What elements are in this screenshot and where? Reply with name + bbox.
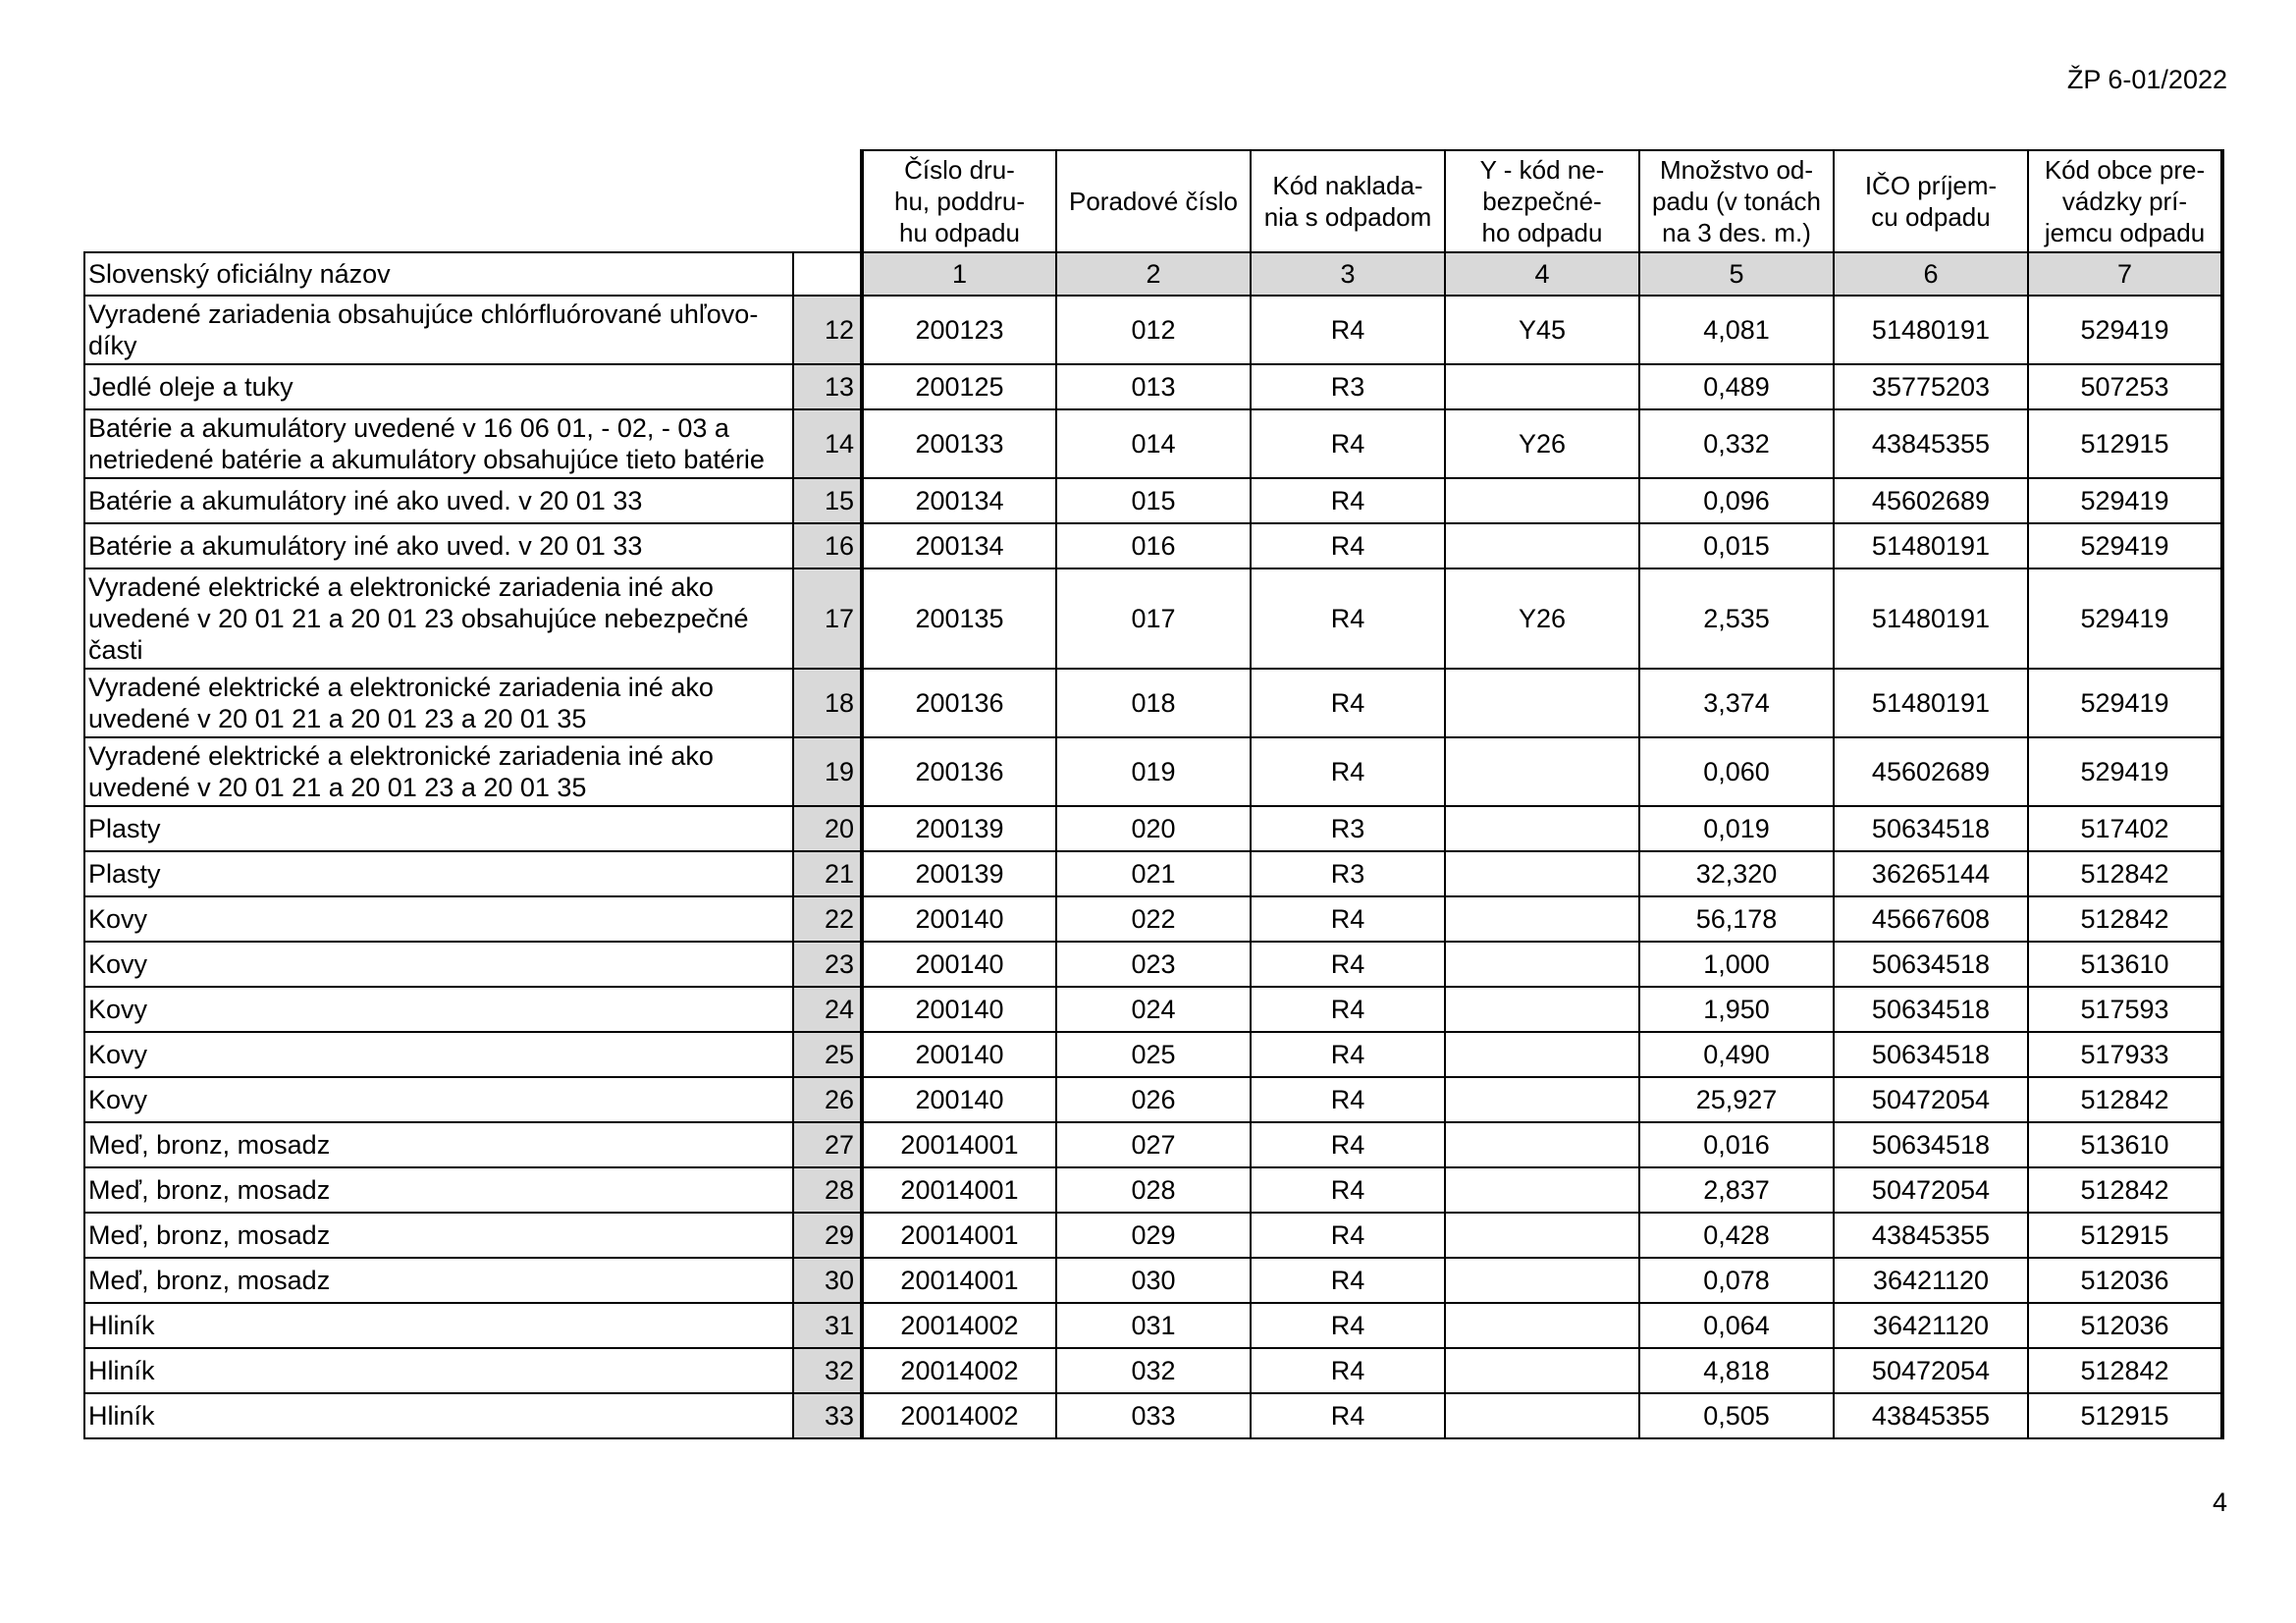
row-waste-code: 20014001 xyxy=(862,1213,1056,1258)
row-official-name: Hliník xyxy=(84,1393,793,1438)
table-row xyxy=(84,1258,2222,1303)
table-row xyxy=(84,1213,2222,1258)
row-amount: 0,096 xyxy=(1639,478,1834,523)
row-official-name: Plasty xyxy=(84,806,793,851)
row-index: 17 xyxy=(793,568,862,669)
row-waste-code: 200134 xyxy=(862,478,1056,523)
row-recipient-ico: 50472054 xyxy=(1834,1077,2028,1122)
row-amount: 4,081 xyxy=(1639,296,1834,364)
row-official-name: Kovy xyxy=(84,942,793,987)
table-row xyxy=(84,1303,2222,1348)
row-index: 16 xyxy=(793,523,862,568)
row-y-code xyxy=(1445,478,1639,523)
row-waste-code: 200140 xyxy=(862,896,1056,942)
row-waste-code: 200139 xyxy=(862,851,1056,896)
row-waste-code: 200140 xyxy=(862,1077,1056,1122)
row-sequence-number: 030 xyxy=(1056,1258,1251,1303)
row-sequence-number: 032 xyxy=(1056,1348,1251,1393)
row-y-code: Y26 xyxy=(1445,409,1639,478)
header-amount: Množstvo od- padu (v tonách na 3 des. m.) xyxy=(1639,150,1834,252)
row-y-code xyxy=(1445,987,1639,1032)
column-number-4: 4 xyxy=(1445,252,1639,296)
row-handling-code: R4 xyxy=(1251,1303,1445,1348)
row-index: 26 xyxy=(793,1077,862,1122)
row-amount: 0,428 xyxy=(1639,1213,1834,1258)
row-handling-code: R4 xyxy=(1251,409,1445,478)
row-y-code xyxy=(1445,942,1639,987)
row-recipient-ico: 51480191 xyxy=(1834,523,2028,568)
row-official-name: Kovy xyxy=(84,1032,793,1077)
row-sequence-number: 029 xyxy=(1056,1213,1251,1258)
row-sequence-number: 026 xyxy=(1056,1077,1251,1122)
row-municipality-code: 529419 xyxy=(2028,296,2222,364)
row-index: 32 xyxy=(793,1348,862,1393)
row-handling-code: R4 xyxy=(1251,523,1445,568)
row-amount: 0,019 xyxy=(1639,806,1834,851)
row-index: 31 xyxy=(793,1303,862,1348)
row-sequence-number: 024 xyxy=(1056,987,1251,1032)
row-municipality-code: 513610 xyxy=(2028,1122,2222,1167)
row-recipient-ico: 36421120 xyxy=(1834,1258,2028,1303)
row-index: 25 xyxy=(793,1032,862,1077)
row-official-name: Vyradené elektrické a elektronické zariadenia iné ako uvedené v 20 01 21 a 20 01 23 a 20 01 35 xyxy=(84,737,793,806)
table-row xyxy=(84,478,2222,523)
row-y-code: Y45 xyxy=(1445,296,1639,364)
row-municipality-code: 512915 xyxy=(2028,409,2222,478)
header-recipient-ico: IČO príjem- cu odpadu xyxy=(1834,150,2028,252)
row-index: 28 xyxy=(793,1167,862,1213)
row-official-name: Plasty xyxy=(84,851,793,896)
row-recipient-ico: 43845355 xyxy=(1834,409,2028,478)
header-sequence-number: Poradové číslo xyxy=(1056,150,1251,252)
row-municipality-code: 512036 xyxy=(2028,1303,2222,1348)
row-sequence-number: 020 xyxy=(1056,806,1251,851)
row-official-name: Meď, bronz, mosadz xyxy=(84,1258,793,1303)
row-recipient-ico: 51480191 xyxy=(1834,296,2028,364)
row-handling-code: R3 xyxy=(1251,851,1445,896)
table-row xyxy=(84,737,2222,806)
row-handling-code: R4 xyxy=(1251,737,1445,806)
row-y-code xyxy=(1445,737,1639,806)
header-municipality-code: Kód obce pre- vádzky prí- jemcu odpadu xyxy=(2028,150,2222,252)
row-y-code xyxy=(1445,1258,1639,1303)
row-official-name: Meď, bronz, mosadz xyxy=(84,1167,793,1213)
row-index: 14 xyxy=(793,409,862,478)
row-y-code xyxy=(1445,1167,1639,1213)
row-official-name: Hliník xyxy=(84,1348,793,1393)
row-index: 18 xyxy=(793,669,862,737)
row-index: 15 xyxy=(793,478,862,523)
table-row xyxy=(84,1032,2222,1077)
row-municipality-code: 517402 xyxy=(2028,806,2222,851)
row-amount: 2,837 xyxy=(1639,1167,1834,1213)
row-municipality-code: 517933 xyxy=(2028,1032,2222,1077)
row-amount: 0,332 xyxy=(1639,409,1834,478)
row-sequence-number: 013 xyxy=(1056,364,1251,409)
row-y-code xyxy=(1445,1213,1639,1258)
row-y-code xyxy=(1445,851,1639,896)
row-amount: 56,178 xyxy=(1639,896,1834,942)
row-amount: 1,000 xyxy=(1639,942,1834,987)
table-row xyxy=(84,806,2222,851)
row-municipality-code: 512842 xyxy=(2028,1348,2222,1393)
row-waste-code: 200136 xyxy=(862,669,1056,737)
header-handling-code: Kód naklada- nia s odpadom xyxy=(1251,150,1445,252)
row-index: 19 xyxy=(793,737,862,806)
table-row xyxy=(84,568,2222,669)
row-municipality-code: 512915 xyxy=(2028,1213,2222,1258)
row-handling-code: R4 xyxy=(1251,1122,1445,1167)
row-official-name: Vyradené elektrické a elektronické zariadenia iné ako uvedené v 20 01 21 a 20 01 23 obsahujúce nebezpečné časti xyxy=(84,568,793,669)
row-y-code xyxy=(1445,523,1639,568)
column-number-5: 5 xyxy=(1639,252,1834,296)
row-sequence-number: 016 xyxy=(1056,523,1251,568)
row-handling-code: R4 xyxy=(1251,987,1445,1032)
table-row xyxy=(84,296,2222,364)
row-index: 23 xyxy=(793,942,862,987)
row-handling-code: R4 xyxy=(1251,669,1445,737)
column-header-row xyxy=(84,150,2222,252)
row-municipality-code: 529419 xyxy=(2028,568,2222,669)
table-row xyxy=(84,1393,2222,1438)
row-sequence-number: 019 xyxy=(1056,737,1251,806)
row-municipality-code: 512842 xyxy=(2028,896,2222,942)
row-index: 30 xyxy=(793,1258,862,1303)
row-index: 33 xyxy=(793,1393,862,1438)
table-row xyxy=(84,1077,2222,1122)
row-sequence-number: 015 xyxy=(1056,478,1251,523)
row-municipality-code: 517593 xyxy=(2028,987,2222,1032)
row-waste-code: 20014001 xyxy=(862,1122,1056,1167)
row-handling-code: R4 xyxy=(1251,478,1445,523)
row-sequence-number: 025 xyxy=(1056,1032,1251,1077)
row-recipient-ico: 43845355 xyxy=(1834,1393,2028,1438)
column-number-1: 1 xyxy=(862,252,1056,296)
row-y-code xyxy=(1445,1348,1639,1393)
row-sequence-number: 018 xyxy=(1056,669,1251,737)
table-row xyxy=(84,409,2222,478)
row-recipient-ico: 51480191 xyxy=(1834,568,2028,669)
row-index: 13 xyxy=(793,364,862,409)
row-waste-code: 200140 xyxy=(862,942,1056,987)
row-waste-code: 200123 xyxy=(862,296,1056,364)
table-row xyxy=(84,523,2222,568)
row-waste-code: 200136 xyxy=(862,737,1056,806)
row-sequence-number: 027 xyxy=(1056,1122,1251,1167)
row-official-name: Batérie a akumulátory uvedené v 16 06 01, - 02, - 03 a netriedené batérie a akumulátory obsahujúce tieto batérie xyxy=(84,409,793,478)
header-y-code: Y - kód ne- bezpečné- ho odpadu xyxy=(1445,150,1639,252)
row-municipality-code: 529419 xyxy=(2028,669,2222,737)
row-waste-code: 200140 xyxy=(862,1032,1056,1077)
row-official-name: Kovy xyxy=(84,896,793,942)
row-waste-code: 20014002 xyxy=(862,1303,1056,1348)
row-municipality-code: 512915 xyxy=(2028,1393,2222,1438)
row-recipient-ico: 36265144 xyxy=(1834,851,2028,896)
form-code: ŽP 6-01/2022 xyxy=(2066,65,2227,94)
row-waste-code: 200125 xyxy=(862,364,1056,409)
row-y-code xyxy=(1445,1122,1639,1167)
row-municipality-code: 512842 xyxy=(2028,1167,2222,1213)
row-amount: 0,016 xyxy=(1639,1122,1834,1167)
row-handling-code: R3 xyxy=(1251,364,1445,409)
row-handling-code: R4 xyxy=(1251,296,1445,364)
row-waste-code: 20014001 xyxy=(862,1167,1056,1213)
row-recipient-ico: 45602689 xyxy=(1834,737,2028,806)
row-index: 22 xyxy=(793,896,862,942)
row-recipient-ico: 50634518 xyxy=(1834,1122,2028,1167)
row-official-name: Kovy xyxy=(84,1077,793,1122)
row-handling-code: R4 xyxy=(1251,1348,1445,1393)
row-index: 20 xyxy=(793,806,862,851)
row-index: 24 xyxy=(793,987,862,1032)
table-row xyxy=(84,942,2222,987)
row-municipality-code: 529419 xyxy=(2028,478,2222,523)
row-handling-code: R4 xyxy=(1251,1213,1445,1258)
header-waste-code: Číslo dru- hu, poddru- hu odpadu xyxy=(862,150,1056,252)
table-row xyxy=(84,364,2222,409)
header-spacer xyxy=(84,150,862,252)
row-amount: 32,320 xyxy=(1639,851,1834,896)
row-index: 29 xyxy=(793,1213,862,1258)
row-recipient-ico: 35775203 xyxy=(1834,364,2028,409)
row-amount: 0,015 xyxy=(1639,523,1834,568)
row-amount: 0,490 xyxy=(1639,1032,1834,1077)
row-handling-code: R4 xyxy=(1251,1032,1445,1077)
row-recipient-ico: 50634518 xyxy=(1834,1032,2028,1077)
row-index: 21 xyxy=(793,851,862,896)
row-sequence-number: 017 xyxy=(1056,568,1251,669)
row-recipient-ico: 50472054 xyxy=(1834,1348,2028,1393)
row-official-name: Hliník xyxy=(84,1303,793,1348)
row-waste-code: 200134 xyxy=(862,523,1056,568)
row-municipality-code: 529419 xyxy=(2028,523,2222,568)
row-amount: 0,078 xyxy=(1639,1258,1834,1303)
row-amount: 0,060 xyxy=(1639,737,1834,806)
header-index-gap xyxy=(793,252,862,296)
waste-table xyxy=(83,149,2224,1439)
row-handling-code: R4 xyxy=(1251,1077,1445,1122)
row-amount: 0,064 xyxy=(1639,1303,1834,1348)
row-recipient-ico: 45602689 xyxy=(1834,478,2028,523)
row-y-code xyxy=(1445,1032,1639,1077)
row-waste-code: 20014001 xyxy=(862,1258,1056,1303)
row-sequence-number: 033 xyxy=(1056,1393,1251,1438)
row-sequence-number: 022 xyxy=(1056,896,1251,942)
row-recipient-ico: 43845355 xyxy=(1834,1213,2028,1258)
row-recipient-ico: 50472054 xyxy=(1834,1167,2028,1213)
row-official-name: Jedlé oleje a tuky xyxy=(84,364,793,409)
row-recipient-ico: 50634518 xyxy=(1834,806,2028,851)
table-row xyxy=(84,851,2222,896)
row-official-name: Meď, bronz, mosadz xyxy=(84,1122,793,1167)
row-recipient-ico: 45667608 xyxy=(1834,896,2028,942)
row-sequence-number: 012 xyxy=(1056,296,1251,364)
row-y-code xyxy=(1445,1077,1639,1122)
row-recipient-ico: 51480191 xyxy=(1834,669,2028,737)
row-sequence-number: 014 xyxy=(1056,409,1251,478)
column-number-3: 3 xyxy=(1251,252,1445,296)
row-handling-code: R4 xyxy=(1251,1258,1445,1303)
row-amount: 3,374 xyxy=(1639,669,1834,737)
row-amount: 2,535 xyxy=(1639,568,1834,669)
row-waste-code: 200139 xyxy=(862,806,1056,851)
row-amount: 4,818 xyxy=(1639,1348,1834,1393)
column-number-6: 6 xyxy=(1834,252,2028,296)
row-waste-code: 200140 xyxy=(862,987,1056,1032)
row-amount: 0,505 xyxy=(1639,1393,1834,1438)
row-y-code xyxy=(1445,896,1639,942)
row-handling-code: R4 xyxy=(1251,942,1445,987)
row-official-name: Meď, bronz, mosadz xyxy=(84,1213,793,1258)
row-sequence-number: 031 xyxy=(1056,1303,1251,1348)
row-municipality-code: 513610 xyxy=(2028,942,2222,987)
column-number-2: 2 xyxy=(1056,252,1251,296)
row-waste-code: 200133 xyxy=(862,409,1056,478)
table-row xyxy=(84,1348,2222,1393)
page-number: 4 xyxy=(2212,1488,2227,1517)
table-row xyxy=(84,669,2222,737)
row-y-code xyxy=(1445,364,1639,409)
row-official-name: Batérie a akumulátory iné ako uved. v 20 01 33 xyxy=(84,523,793,568)
row-handling-code: R4 xyxy=(1251,1393,1445,1438)
row-sequence-number: 023 xyxy=(1056,942,1251,987)
row-handling-code: R4 xyxy=(1251,1167,1445,1213)
row-official-name: Vyradené elektrické a elektronické zariadenia iné ako uvedené v 20 01 21 a 20 01 23 a 20 01 35 xyxy=(84,669,793,737)
row-y-code xyxy=(1445,669,1639,737)
row-y-code xyxy=(1445,1303,1639,1348)
row-amount: 0,489 xyxy=(1639,364,1834,409)
header-official-name: Slovenský oficiálny názov xyxy=(84,252,793,296)
row-official-name: Vyradené zariadenia obsahujúce chlórfluórované uhľovo- díky xyxy=(84,296,793,364)
row-official-name: Batérie a akumulátory iné ako uved. v 20 01 33 xyxy=(84,478,793,523)
row-sequence-number: 021 xyxy=(1056,851,1251,896)
row-y-code: Y26 xyxy=(1445,568,1639,669)
column-number-row xyxy=(84,252,2222,296)
row-municipality-code: 507253 xyxy=(2028,364,2222,409)
row-municipality-code: 512036 xyxy=(2028,1258,2222,1303)
row-index: 12 xyxy=(793,296,862,364)
table-row xyxy=(84,1167,2222,1213)
row-waste-code: 200135 xyxy=(862,568,1056,669)
row-recipient-ico: 36421120 xyxy=(1834,1303,2028,1348)
row-handling-code: R4 xyxy=(1251,568,1445,669)
row-municipality-code: 512842 xyxy=(2028,1077,2222,1122)
row-handling-code: R3 xyxy=(1251,806,1445,851)
row-municipality-code: 512842 xyxy=(2028,851,2222,896)
row-municipality-code: 529419 xyxy=(2028,737,2222,806)
table-body xyxy=(84,296,2222,1438)
row-official-name: Kovy xyxy=(84,987,793,1032)
row-waste-code: 20014002 xyxy=(862,1393,1056,1438)
row-waste-code: 20014002 xyxy=(862,1348,1056,1393)
row-index: 27 xyxy=(793,1122,862,1167)
row-y-code xyxy=(1445,1393,1639,1438)
row-amount: 25,927 xyxy=(1639,1077,1834,1122)
table-row xyxy=(84,896,2222,942)
row-sequence-number: 028 xyxy=(1056,1167,1251,1213)
row-y-code xyxy=(1445,806,1639,851)
column-number-7: 7 xyxy=(2028,252,2222,296)
row-recipient-ico: 50634518 xyxy=(1834,987,2028,1032)
row-amount: 1,950 xyxy=(1639,987,1834,1032)
table-row xyxy=(84,987,2222,1032)
row-recipient-ico: 50634518 xyxy=(1834,942,2028,987)
row-handling-code: R4 xyxy=(1251,896,1445,942)
table-row xyxy=(84,1122,2222,1167)
